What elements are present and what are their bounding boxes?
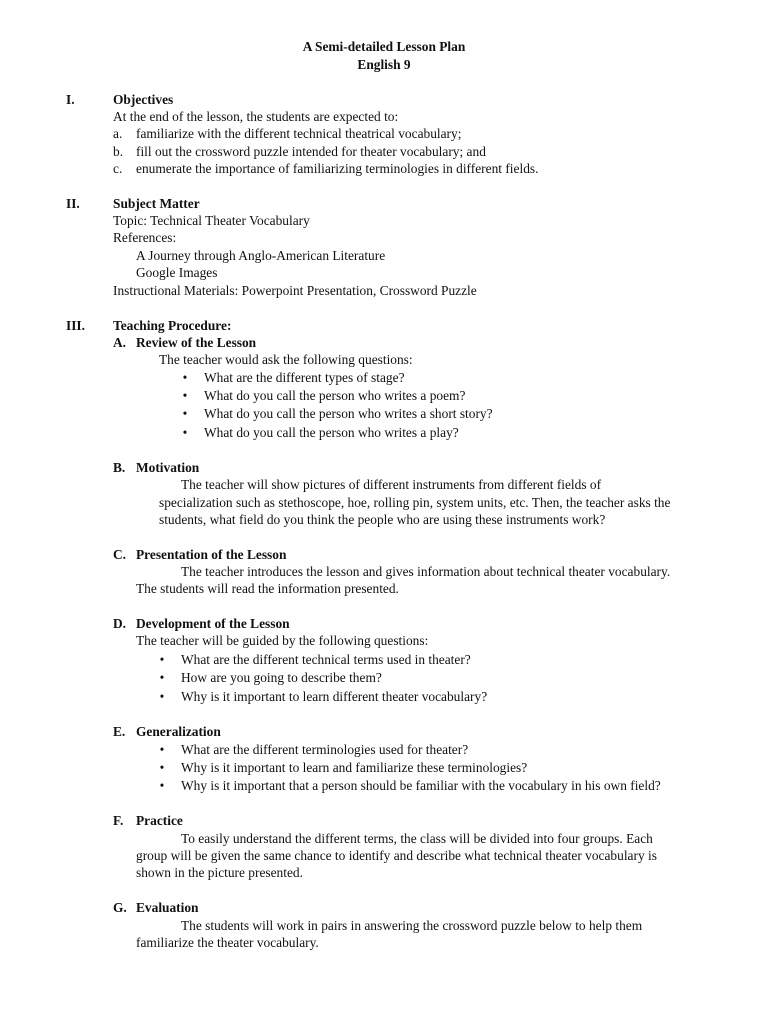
bullet: • [159, 742, 165, 757]
review-question: What do you call the person who writes a short story? [204, 406, 493, 421]
practice-text: group will be given the same chance to identify and describe what technical theater vocabulary is [136, 848, 657, 863]
presentation-text: The teacher introduces the lesson and gives information about technical theater vocabulary. [181, 564, 671, 579]
document-title: A Semi-detailed Lesson Plan [302, 39, 466, 54]
bullet: • [182, 370, 188, 385]
review-question: What do you call the person who writes a poem? [204, 388, 466, 403]
motivation-text: The teacher will show pictures of different instruments from different fields of [181, 477, 602, 492]
references-label: References: [113, 230, 177, 245]
motivation-text: specialization such as stethoscope, hoe, rolling pin, system units, etc. Then, the teacher asks the [159, 495, 671, 510]
section-heading-objectives: Objectives [113, 92, 174, 107]
bullet: • [182, 406, 188, 421]
motivation-text: students, what field do you think the people who are using these instruments work? [159, 512, 606, 527]
objective-item: familiarize with the different technical theatrical vocabulary; [136, 126, 462, 141]
objectives-intro: At the end of the lesson, the students are expected to: [113, 109, 399, 124]
generalization-question: Why is it important that a person should be familiar with the vocabulary in his own field? [181, 778, 661, 793]
subsection-letter: C. [113, 547, 127, 562]
review-intro: The teacher would ask the following questions: [159, 352, 413, 367]
section-number-subject-matter: II. [66, 196, 80, 211]
development-question: What are the different technical terms used in theater? [181, 652, 471, 667]
bullet: • [159, 652, 165, 667]
subsection-letter: A. [113, 335, 127, 350]
bullet: • [159, 778, 165, 793]
objective-letter: a. [113, 126, 123, 141]
subsection-letter: D. [113, 616, 127, 631]
section-heading-procedure: Teaching Procedure: [113, 318, 232, 333]
subsection-heading-review: Review of the Lesson [136, 335, 257, 350]
subsection-heading-motivation: Motivation [136, 460, 200, 475]
bullet: • [159, 670, 165, 685]
subsection-letter: E. [113, 724, 126, 739]
bullet: • [159, 689, 165, 704]
bullet: • [182, 388, 188, 403]
review-question: What are the different types of stage? [204, 370, 405, 385]
presentation-text: The students will read the information presented. [136, 581, 399, 596]
subsection-letter: G. [113, 900, 127, 915]
subsection-heading-generalization: Generalization [136, 724, 221, 739]
subsection-heading-practice: Practice [136, 813, 183, 828]
practice-text: To easily understand the different terms, the class will be divided into four groups. Each [181, 831, 653, 846]
development-question: How are you going to describe them? [181, 670, 382, 685]
section-number-objectives: I. [66, 92, 75, 107]
bullet: • [182, 425, 188, 440]
subsection-heading-evaluation: Evaluation [136, 900, 199, 915]
instructional-materials: Instructional Materials: Powerpoint Presentation, Crossword Puzzle [113, 283, 477, 298]
review-question: What do you call the person who writes a play? [204, 425, 459, 440]
evaluation-text: familiarize the theater vocabulary. [136, 935, 319, 950]
reference-item: Google Images [136, 265, 218, 280]
subsection-heading-development: Development of the Lesson [136, 616, 290, 631]
section-number-procedure: III. [66, 318, 85, 333]
development-intro: The teacher will be guided by the following questions: [136, 633, 429, 648]
bullet: • [159, 760, 165, 775]
objective-item: fill out the crossword puzzle intended for theater vocabulary; and [136, 144, 486, 159]
subsection-letter: B. [113, 460, 126, 475]
subsection-heading-presentation: Presentation of the Lesson [136, 547, 287, 562]
generalization-question: What are the different terminologies used for theater? [181, 742, 469, 757]
subsection-letter: F. [113, 813, 124, 828]
section-heading-subject-matter: Subject Matter [113, 196, 200, 211]
subject-topic: Topic: Technical Theater Vocabulary [113, 213, 310, 228]
objective-letter: c. [113, 161, 123, 176]
objective-letter: b. [113, 144, 124, 159]
document-subtitle: English 9 [357, 57, 411, 72]
reference-item: A Journey through Anglo-American Literature [136, 248, 386, 263]
practice-text: shown in the picture presented. [136, 865, 303, 880]
generalization-question: Why is it important to learn and familiarize these terminologies? [181, 760, 528, 775]
development-question: Why is it important to learn different theater vocabulary? [181, 689, 488, 704]
objective-item: enumerate the importance of familiarizing terminologies in different fields. [136, 161, 539, 176]
evaluation-text: The students will work in pairs in answering the crossword puzzle below to help them [181, 918, 643, 933]
